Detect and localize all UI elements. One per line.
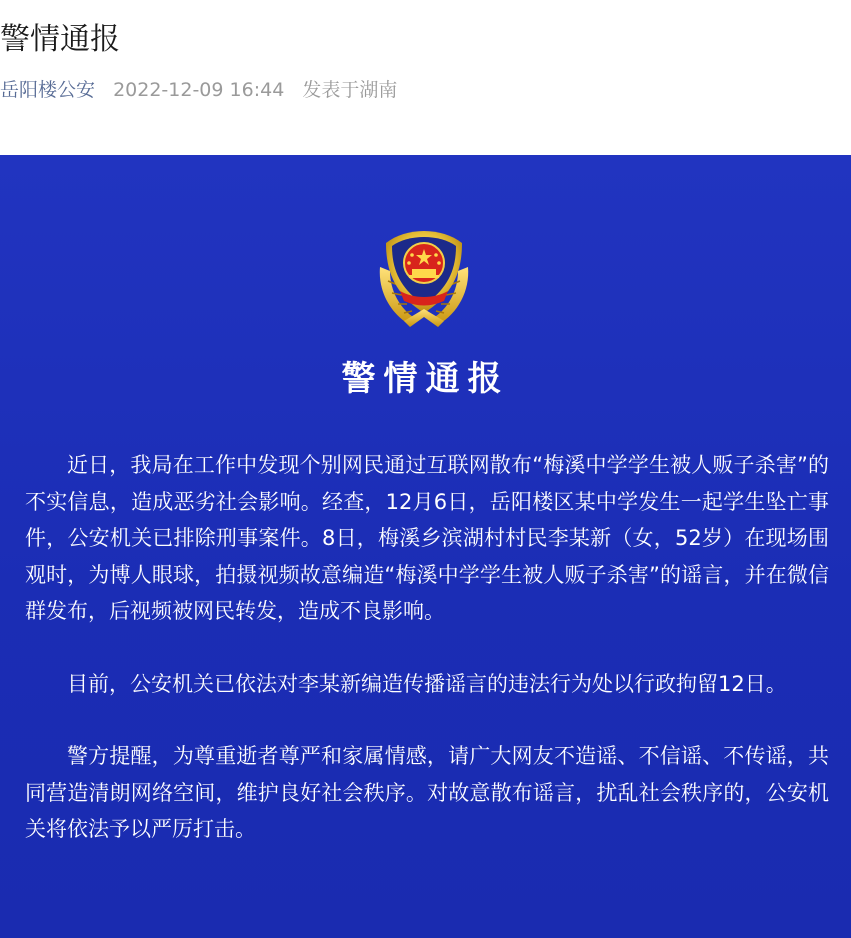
notice-title: 警情通报 [341, 359, 510, 399]
publish-date: 2022-12-09 16:44 [113, 79, 285, 101]
publish-location: 发表于湖南 [302, 79, 398, 101]
author-link[interactable]: 岳阳楼公安 [0, 79, 96, 101]
article-title: 警情通报 [0, 22, 120, 57]
notice-paragraph: 近日，我局在工作中发现个别网民通过互联网散布“梅溪中学学生被人贩子杀害”的不实信息，造成恶劣社会影响。经查，12月6日，岳阳楼区某中学发生一起学生坠亡事件，公安机关已排除刑事案件。8日，梅溪乡滨湖村村民李某新（女，52岁）在现场围观时，为博人眼球，拍摄视频故意编造“梅溪中学学生被人贩子杀害”的谣言，并在微信群发布，后视频被网民转发，造成不良影响。 [25, 453, 829, 623]
police-emblem-icon [374, 225, 474, 335]
article-meta [0, 76, 397, 104]
notice-body [25, 447, 829, 848]
notice-image [0, 155, 851, 938]
notice-paragraph: 目前，公安机关已依法对李某新编造传播谣言的违法行为处以行政拘留12日。 [67, 671, 787, 696]
notice-paragraph: 警方提醒，为尊重逝者尊严和家属情感，请广大网友不造谣、不信谣、不传谣，共同营造清朗网络空间，维护良好社会秩序。对故意散布谣言，扰乱社会秩序的，公安机关将依法予以严厉打击。 [25, 744, 829, 841]
